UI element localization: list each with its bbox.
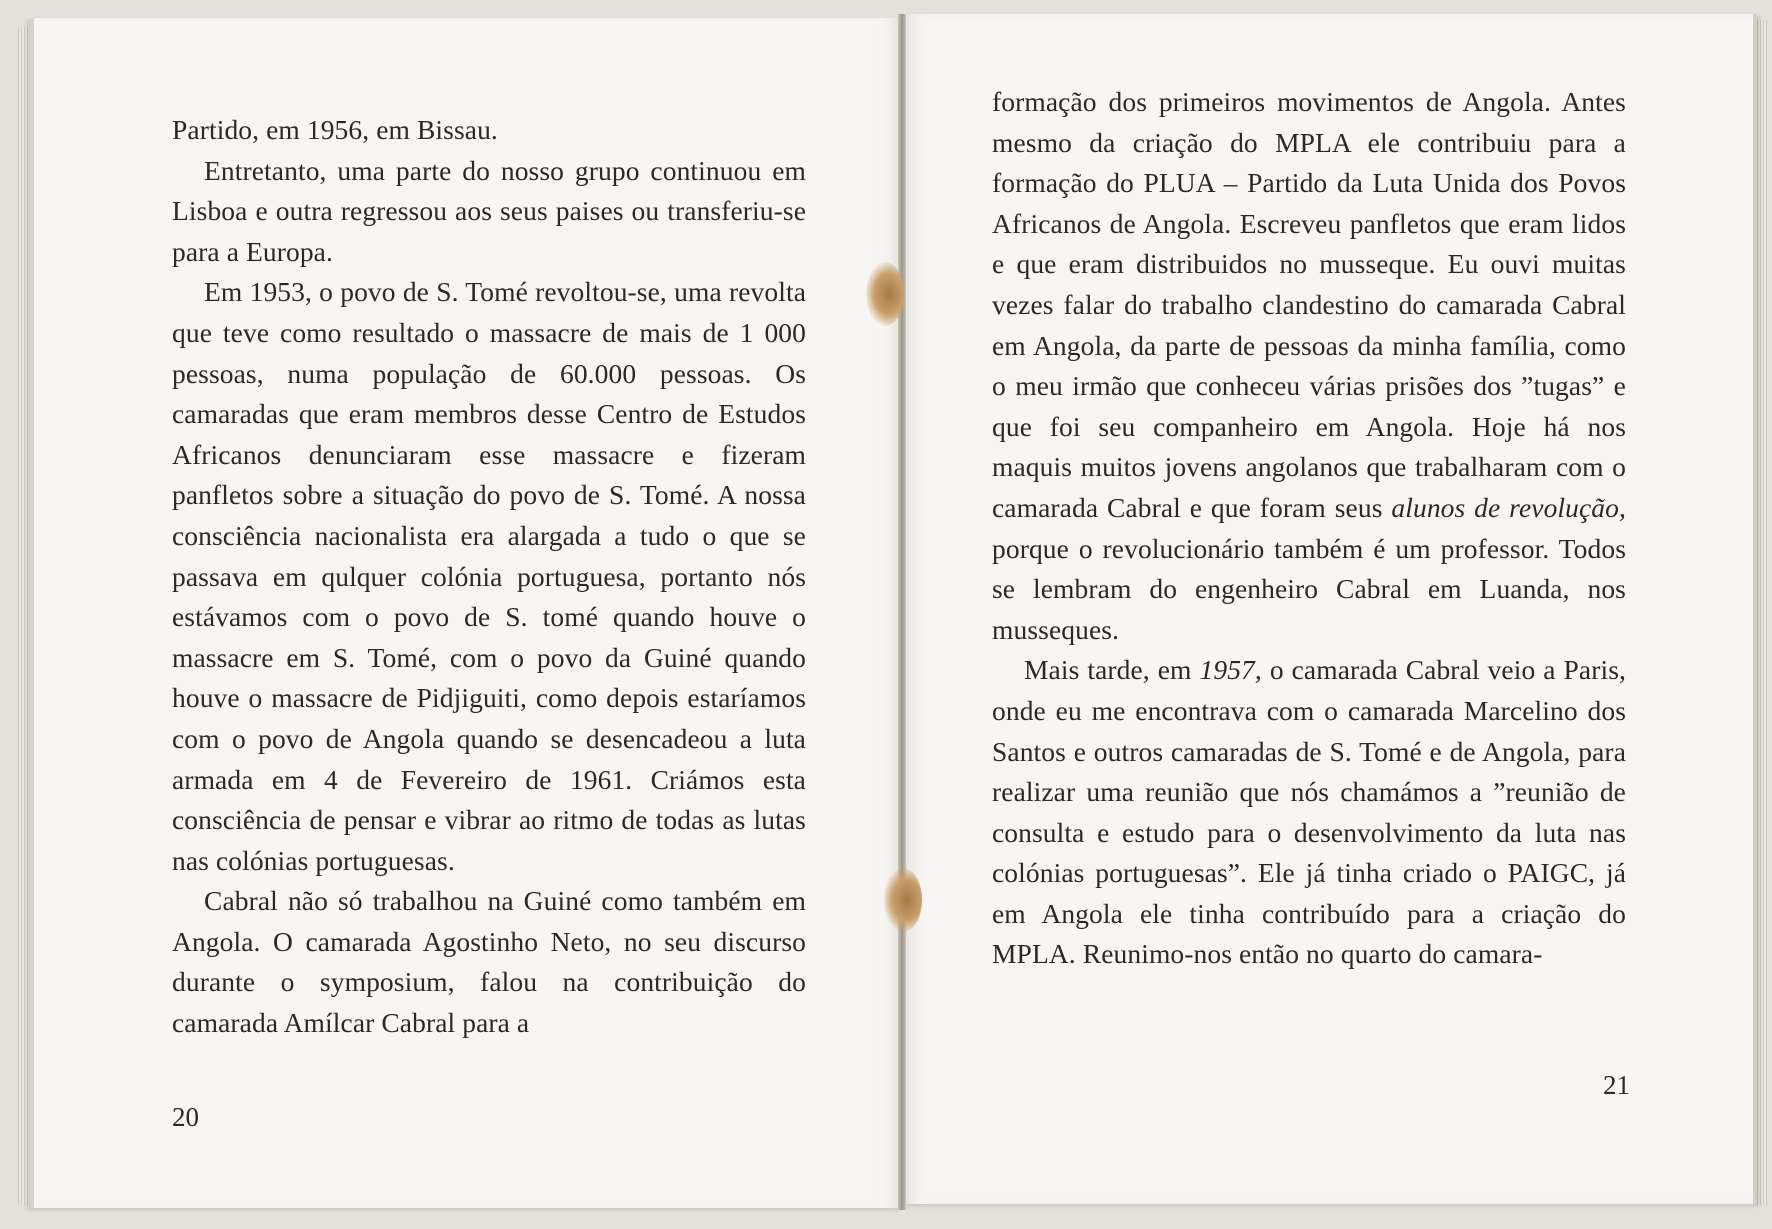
left-paragraph-4: Cabral não só trabalhou na Guiné como também em Angola. O camarada Agostinho Neto, no seu discurso durante o symposium, falou na contribuição do camarada Amílcar Cabral para a	[172, 885, 806, 1039]
right-paragraph-1	[992, 82, 1626, 650]
right-page-edges	[1757, 20, 1767, 1206]
book-gutter	[898, 14, 906, 1210]
left-paragraph-3: Em 1953, o povo de S. Tomé revoltou-se, uma revolta que teve como resultado o massacre de mais de 1 000 pessoas, numa população de 60.000 pessoas. Os camaradas que eram membros desse Centro de Estudos Africanos denunciaram esse massacre e fizeram panfletos sobre a situação do povo de S. Tomé. A nossa consciência nacionalista era alargada a tudo o que se passava em qulquer colónia portuguesa, portanto nós estávamos com o povo de S. tomé quando houve o massacre em S. Tomé, com o povo da Guiné quando houve o massacre de Pidjiguiti, como depois estaríamos com o povo de Angola quando se desencadeou a luta armada em 4 de Fevereiro de 1961. Criámos esta consciência de pensar e vibrar ao ritmo de todas as lutas nas colónias portuguesas.	[172, 276, 806, 876]
page-number-right: 21	[1603, 1070, 1630, 1100]
right-paragraph-1-part-b: porque o revolucionário também é um professor. Todos se lembram do engenheiro Cabral em Luanda, nos musseques.	[992, 532, 1626, 645]
right-paragraph-2-part-a: Mais tarde, em	[1024, 654, 1200, 686]
right-paragraph-2-part-b: o camarada Cabral veio a Paris, onde eu me encontrava com o camarada Marcelino dos Santos e outros camaradas de S. Tomé e de Angola, para realizar uma reunião que nós chamámos a ”reunião de consulta e estudo para o desenvolvimento da luta nas colónias portuguesas”. Ele já tinha criado o PAIGC, já em Angola ele tinha contribuído para a criação do MPLA. Reunimo-nos então no quarto do camara-	[992, 654, 1626, 970]
left-paragraph-1: Partido, em 1956, em Bissau.	[172, 114, 498, 145]
right-paragraph-1-italic: alunos de revolução,	[1391, 491, 1626, 523]
left-page-text	[172, 110, 806, 1044]
right-paragraph-1-part-a: formação dos primeiros movimentos de Angola. Antes mesmo da criação do MPLA ele contribuiu para a formação do PLUA – Partido da Luta Unida dos Povos Africanos de Angola. Escreveu panfletos que eram lidos e que eram distribuidos no musseque. Eu ouvi muitas vezes falar do trabalho clandestino do camarada Cabral em Angola, da parte de pessoas da minha família, como o meu irmão que conheceu várias prisões dos ”tugas” e que foi seu companheiro em Angola. Hoje há nos maquis muitos jovens angolanos que trabalharam com o camarada Cabral e que foram seus	[992, 86, 1626, 523]
staple-rust-stain-top	[866, 262, 904, 326]
page-number-left: 20	[172, 1102, 199, 1132]
left-paragraph-2: Entretanto, uma parte do nosso grupo continuou em Lisboa e outra regressou aos seus paises ou transferiu-se para a Europa.	[172, 154, 806, 267]
right-paragraph-2-italic: 1957,	[1199, 654, 1262, 686]
right-page-text	[992, 82, 1626, 975]
staple-rust-stain-bottom	[884, 868, 922, 932]
right-paragraph-2	[992, 650, 1626, 975]
